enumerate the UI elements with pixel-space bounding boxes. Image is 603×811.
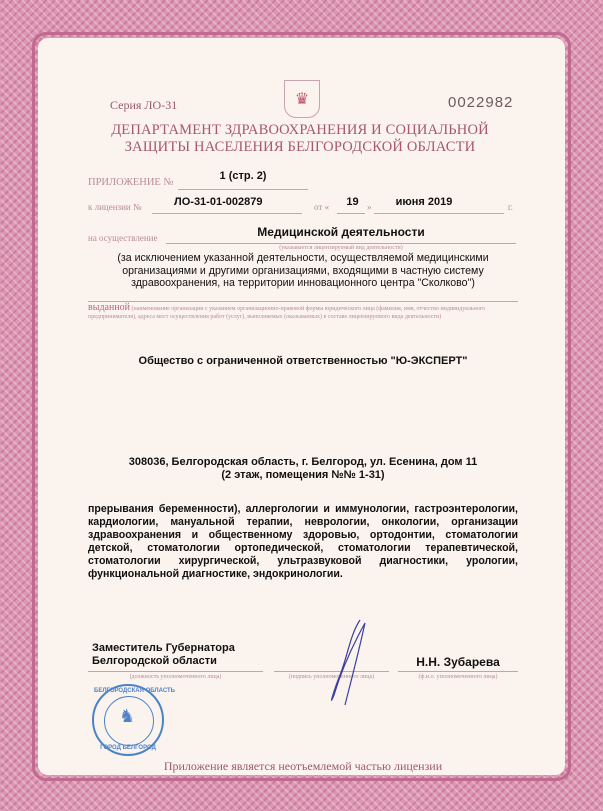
stamp-bottom-text: ГОРОД БЕЛГОРОД — [100, 745, 156, 751]
signer-position — [92, 642, 235, 668]
position-caption: (должность уполномоченного лица) — [129, 674, 222, 680]
date-from-label: от « — [314, 202, 330, 212]
address-line-1: 308036, Белгородская область, г. Белгород, ул. Есенина, дом 11 — [128, 456, 478, 468]
license-label: к лицензии № — [88, 202, 142, 212]
department-line-2: ЗАЩИТЫ НАСЕЛЕНИЯ БЕЛГОРОДСКОЙ ОБЛАСТИ — [124, 139, 476, 155]
date-day: 19 — [346, 196, 359, 208]
license-number: ЛО-31-01-002879 — [174, 196, 263, 208]
department-title — [60, 122, 540, 156]
date-day-close: » — [367, 202, 372, 212]
signature-caption: (подпись уполномоченного лица) — [288, 674, 375, 680]
services-list: прерывания беременности), аллергологии и иммунологии, гастроэнтерологии, кардиологии, мануальной терапии, неврологии, онкологии, организации здравоохранения и общественному здоровью, ортодонтии, стоматологии детской, стоматологии ортопедической, стоматологии терапевтической, стоматологии хирургической, ультразвуковой диагностики, урологии, функциональной диагностике, эндокринологии. — [88, 503, 518, 580]
address-line-2: (2 этаж, помещения №№ 1-31) — [221, 469, 385, 481]
footer-note: Приложение является неотъемлемой частью лицензии — [163, 759, 443, 773]
activity-value: Медицинской деятельности — [257, 225, 425, 239]
coat-of-arms-icon: ♛ — [284, 80, 320, 118]
organization-name: Общество с ограниченной ответственностью "Ю-ЭКСПЕРТ" — [138, 355, 468, 367]
date-month-year: июня 2019 — [395, 196, 453, 208]
exception-text: (за исключением указанной деятельности, осуществляемой медицинскими организациями и другими организациями, входящими в частную систему здравоохранения, на территории инновационного центра "Сколково") — [117, 252, 489, 289]
stamp-top-text: БЕЛГОРОДСКАЯ ОБЛАСТЬ — [94, 688, 175, 694]
appendix-number: 1 (стр. 2) — [219, 170, 267, 182]
year-suffix: г. — [508, 202, 513, 212]
department-line-1: ДЕПАРТАМЕНТ ЗДРАВООХРАНЕНИЯ И СОЦИАЛЬНОЙ — [111, 122, 489, 138]
series-label: Серия ЛО-31 — [110, 98, 178, 112]
handwritten-signature — [320, 615, 380, 715]
signer-name: Н.Н. Зубарева — [416, 655, 500, 669]
signer-position-line-2: Белгородской области — [92, 655, 217, 667]
appendix-label: ПРИЛОЖЕНИЕ № — [88, 177, 174, 188]
issued-caption: (наименование организации с указанием организационно-правовой формы юридического лица (фамилия, имя, отчество индивидуального предпринимателя), адреса мест осуществления работ (услуг), выполняемых (оказываемых) в составе лицензируемого вида деятельности) — [88, 306, 486, 320]
activity-label: на осуществление — [88, 233, 158, 243]
official-stamp — [92, 684, 175, 756]
signer-position-line-1: Заместитель Губернатора — [92, 642, 235, 654]
issued-caption-block — [88, 304, 518, 321]
activity-caption: (указывается лицензируемый вид деятельности) — [279, 245, 403, 251]
form-number: 0022982 — [448, 94, 514, 111]
issued-label: выданной — [88, 302, 131, 313]
name-caption: (ф.и.о. уполномоченного лица) — [418, 674, 498, 680]
stamp-emblem-icon: ♞ — [119, 706, 136, 726]
